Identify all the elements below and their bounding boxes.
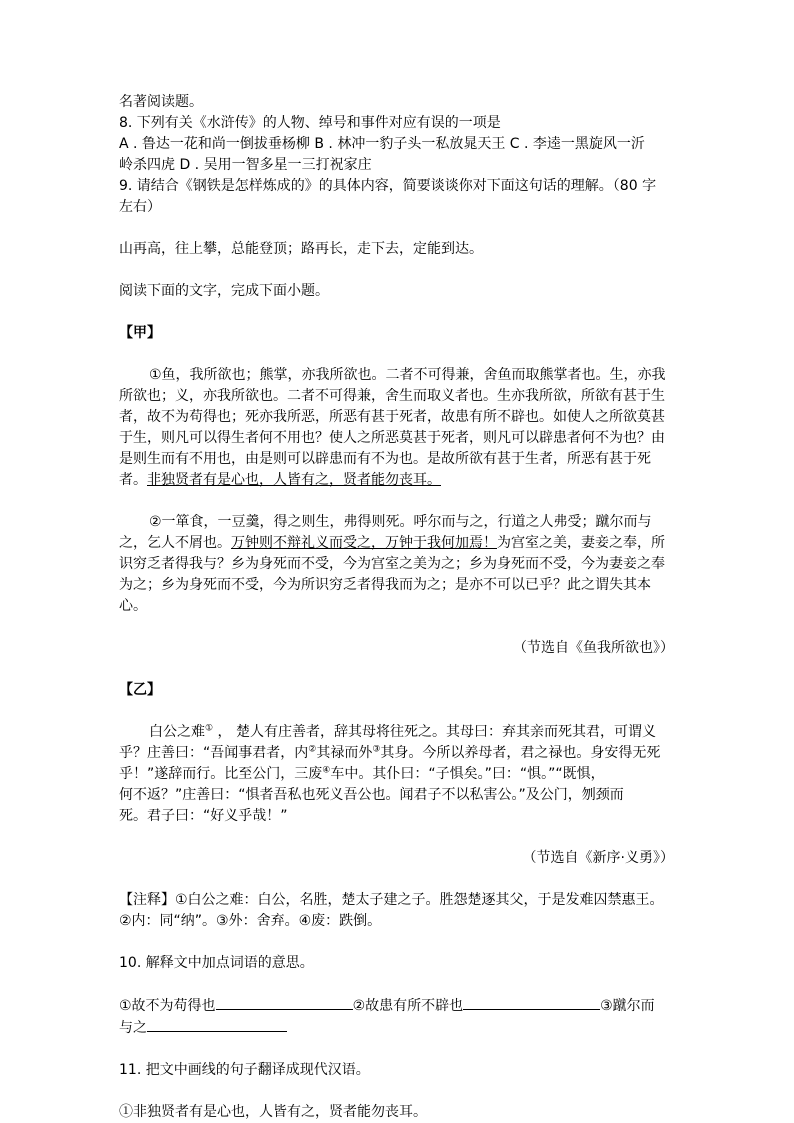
yi-line: 死。君子曰：“好义乎哉！” bbox=[119, 808, 288, 824]
q9-stem-line2: 左右） bbox=[119, 199, 161, 215]
q8-stem: 8. 下列有关《水浒传》的人物、绰号和事件对应有误的一项是 bbox=[119, 115, 501, 131]
answer-blank[interactable] bbox=[216, 995, 353, 1010]
q9-stem-line1: 9. 请结合《钢铁是怎样炼成的》的具体内容，简要谈谈你对下面这句话的理解。（80 字 bbox=[119, 178, 657, 194]
answer-blank[interactable] bbox=[463, 995, 600, 1010]
yi-line: 白公之难① ， 楚人有庄善者，辞其母将往死之。其母曰：弃其亲而死其君，可谓义 bbox=[149, 723, 656, 740]
jia-p2-line: ②一箪食，一豆羹，得之则生，弗得则死。呼尔而与之，行道之人弗受；蹴尔而与 bbox=[149, 514, 652, 530]
jia-p2-line: 之，乞人不屑也。万钟则不辩礼义而受之，万钟于我何加焉！为宫室之美，妻妾之奉，所 bbox=[119, 535, 665, 551]
q11-stem: 11. 把文中画线的句子翻译成现代汉语。 bbox=[119, 1062, 370, 1078]
q9-quote: 山再高，往上攀，总能登顶；路再长，走下去，定能到达。 bbox=[119, 241, 483, 257]
jia-p1-line: 是则生而有不用也，由是则可以辟患而有不为也。是故所欲有甚于生者，所恶有甚于死 bbox=[119, 451, 651, 467]
jia-p1-line: ①鱼，我所欲也；熊掌，亦我所欲也。二者不可得兼，舍鱼而取熊掌者也。生，亦我 bbox=[149, 367, 666, 383]
passage-jia-label: 【甲】 bbox=[119, 325, 161, 341]
q10-items-cont: 与之 bbox=[119, 1017, 674, 1039]
q10-items: ①故不为苟得也 ②故患有所不辟也 ③蹴尔而 bbox=[119, 995, 674, 1017]
yi-line: 乎！”遂辞而行。比至公门，三废④车中。其仆曰：“子惧矣。”曰：“惧。”“既惧， bbox=[119, 765, 605, 782]
jia-p1-line: 于生，则凡可以得生者何不用也？使人之所恶莫甚于死者，则凡可以辟患者何不为也？由 bbox=[119, 430, 665, 446]
underlined-sentence-2: 万钟则不辩礼义而受之，万钟于我何加焉！ bbox=[231, 535, 497, 551]
yi-line: 乎？庄善曰：“吾闻事君者，内②其禄而外③其身。今所以养母者，君之禄也。身安得无死 bbox=[119, 744, 661, 761]
q8-options-line1: A . 鲁达一花和尚一倒拔垂杨柳 B . 林冲一豹子头一私放晁天王 C . 李逵一黑旋风一沂 bbox=[119, 136, 645, 152]
underlined-sentence-1: 非独贤者有是心也，人皆有之，贤者能勿丧耳。 bbox=[147, 472, 441, 488]
answer-blank[interactable] bbox=[147, 1017, 287, 1032]
notes-line1: 【注释】①白公之难：白公，名胜，楚太子建之子。胜怨楚逐其父，于是发难囚禁惠王。 bbox=[119, 892, 664, 908]
jia-p2-line: 识穷乏者得我与？乡为身死而不受，今为宫室之美为之；乡为身死而不受，今为妻妾之奉 bbox=[119, 556, 665, 572]
reading-intro: 阅读下面的文字，完成下面小题。 bbox=[119, 283, 329, 299]
q11-item1: ①非独贤者有是心也，人皆有之，贤者能勿丧耳。 bbox=[119, 1104, 427, 1120]
jia-p2-line: 为之；乡为身死而不受，今为所识穷乏者得我而为之；是亦不可以已乎？此之谓失其本 bbox=[119, 577, 651, 593]
q8-options-line2: 岭杀四虎 D . 吴用一智多星一三打祝家庄 bbox=[119, 157, 372, 173]
document-page bbox=[119, 92, 674, 1123]
q10-stem: 10. 解释文中加点词语的意思。 bbox=[119, 955, 314, 971]
yi-source: （节选自《新序·义勇》） bbox=[522, 850, 674, 866]
jia-p1-last-line: 者。非独贤者有是心也，人皆有之，贤者能勿丧耳。 bbox=[119, 472, 441, 488]
section-heading: 名著阅读题。 bbox=[119, 94, 203, 110]
jia-p1-line: 所欲也；义，亦我所欲也。二者不可得兼，舍生而取义者也。生亦我所欲，所欲有甚于生 bbox=[119, 388, 665, 404]
jia-source: （节选自《鱼我所欲也》） bbox=[513, 640, 674, 656]
jia-p1-line: 者，故不为苟得也；死亦我所恶，所恶有甚于死者，故患有所不辟也。如使人之所欲莫甚 bbox=[119, 409, 665, 425]
notes-line2: ②内：同“纳”。③外：舍弃。④废：跌倒。 bbox=[119, 913, 382, 929]
passage-yi-label: 【乙】 bbox=[119, 682, 161, 698]
yi-line: 何不返？”庄善曰：“惧者吾私也死义吾公也。闻君子不以私害公。”及公门，刎颈而 bbox=[119, 787, 624, 803]
jia-p2-line: 心。 bbox=[119, 598, 147, 614]
